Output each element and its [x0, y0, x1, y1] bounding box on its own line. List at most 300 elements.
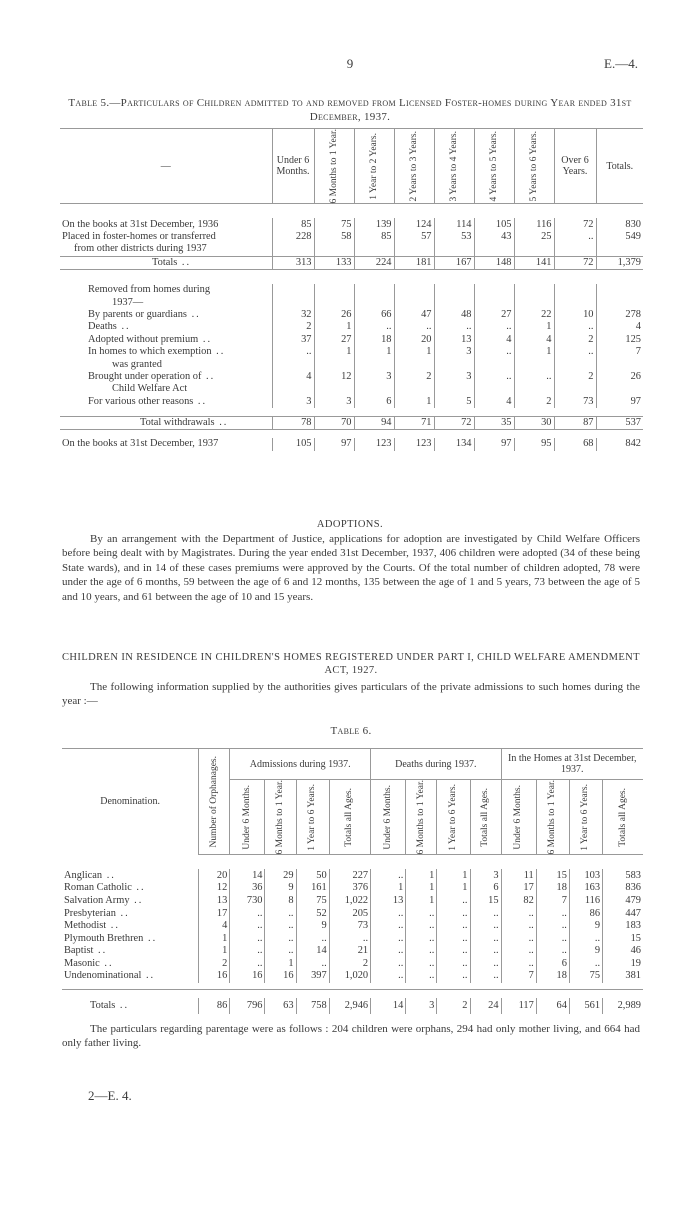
- table6-row-label: Totals: [90, 999, 116, 1011]
- table6-cell: ..: [371, 932, 406, 945]
- table6-cell: 15: [536, 869, 569, 882]
- table6-cell: 1: [199, 945, 230, 958]
- table5-row-label: Placed in foster-homes or transferred: [62, 231, 216, 243]
- table5-cell: 72: [554, 256, 596, 269]
- table6-adm-under6m: Under 6 Months.: [241, 784, 252, 850]
- table6-row-label: Salvation Army: [64, 894, 130, 906]
- table5-cell: [596, 243, 643, 256]
- table6-cell: 103: [569, 869, 602, 882]
- table5-cell: 97: [596, 396, 643, 408]
- table6-cell: 116: [569, 895, 602, 908]
- table5-cell: [596, 383, 643, 395]
- table5-row-label: Removed from homes during: [88, 284, 211, 296]
- table6-cell: 1: [406, 869, 437, 882]
- table5-row: Totals .. 313 133 224 181 167 148 141 72 1,379: [60, 256, 643, 269]
- table5-cell: 85: [354, 231, 394, 243]
- table6-row: Presbyterian .. 17 .. .. 52 205 .. .. .. .. .. .. 86 447: [64, 907, 641, 919]
- table5-cell: 1,379: [596, 256, 643, 269]
- table6-cell: 13: [371, 895, 406, 908]
- table6-cell: 381: [603, 970, 643, 983]
- table5-cell: 70: [314, 416, 354, 429]
- table5-cell: 7: [596, 346, 643, 358]
- table6-cell: ..: [470, 945, 501, 958]
- table6-cell: ..: [569, 958, 602, 971]
- table5-cell: 58: [314, 231, 354, 243]
- table6-cell: ..: [501, 920, 536, 933]
- table5-cell: 537: [596, 416, 643, 429]
- table6-cell: 1: [371, 882, 406, 895]
- table6-cell: ..: [230, 932, 265, 945]
- table5-cell: 4: [474, 396, 514, 408]
- table6-cell: 29: [265, 869, 296, 882]
- table6-cell: 1: [406, 895, 437, 908]
- table5-row: Adopted without premium .. 37 27 18 20 13 4 4 2 125: [88, 333, 641, 345]
- table6-cell: ..: [406, 958, 437, 971]
- table6-cell: 15: [470, 895, 501, 908]
- table6-cell: 1,020: [329, 970, 370, 983]
- table5-cell: 124: [394, 218, 434, 230]
- table5-cell: 75: [314, 218, 354, 230]
- table5-row: In homes to which exemption .. .. 1 1 1 3 .. 1 .. 7: [88, 346, 641, 358]
- table5-row: [60, 243, 643, 256]
- table6-row: Undenominational .. 16 16 16 397 1,020 .. .. .. .. 7 18 75 381: [64, 970, 641, 982]
- table5-cell: [354, 284, 394, 296]
- table5-cell: ..: [272, 346, 314, 358]
- table5-cell: 25: [514, 231, 554, 243]
- table6-cell: ..: [371, 970, 406, 983]
- table5-cell: 1: [314, 321, 354, 333]
- table6-cell: 1: [437, 882, 470, 895]
- table5-cell: ..: [554, 321, 596, 333]
- table5-cell: 133: [314, 256, 354, 269]
- table5-cell: [474, 243, 514, 256]
- table5-row-label: On the books at 31st December, 1937: [62, 438, 219, 450]
- table6-body: [62, 869, 643, 1013]
- table6-cell: ..: [437, 932, 470, 945]
- table5-cell: 22: [514, 309, 554, 321]
- table6-cell: 46: [603, 945, 643, 958]
- table5-cell: 73: [554, 396, 596, 408]
- table5-body: [60, 218, 643, 450]
- table6-row: Anglican .. 20 14 29 50 227 .. 1 1 3 11 15 103 583: [64, 869, 641, 881]
- table6-hom-1y-6y: 1 Year to 6 Years.: [580, 783, 591, 851]
- table5-row: [60, 284, 643, 296]
- table5-cell: 3: [354, 371, 394, 383]
- table5-cell: [354, 243, 394, 256]
- table6-cell: ..: [470, 970, 501, 983]
- table5-cell: [272, 284, 314, 296]
- table6-cell: 20: [199, 869, 230, 882]
- table6-cell: 12: [199, 882, 230, 895]
- table6-cell: ..: [536, 932, 569, 945]
- table6-cell: 9: [265, 882, 296, 895]
- table6-cell: 3: [470, 869, 501, 882]
- table5-cell: [354, 383, 394, 395]
- table5-cell: 134: [434, 438, 474, 450]
- table6-cell: 73: [329, 920, 370, 933]
- table5-cell: 97: [474, 438, 514, 450]
- table6-dth-1y-6y: 1 Year to 6 Years.: [447, 783, 458, 851]
- table6-dth-6m-1y: 6 Months to 1 Year.: [415, 780, 426, 855]
- table5-row: [60, 218, 643, 230]
- table5-row-label: In homes to which exemption: [88, 346, 212, 358]
- table6-cell: 75: [296, 895, 329, 908]
- table6-cell: ..: [371, 945, 406, 958]
- table5-row-label: Child Welfare Act: [112, 383, 188, 395]
- homes-intro: The following information supplied by the authorities gives particulars of the private admissions to such homes during the year :—: [62, 681, 640, 708]
- table5-col-4y-5y: 4 Years to 5 Years.: [488, 130, 499, 202]
- table6-cell: 6: [536, 958, 569, 971]
- table6-cell: 75: [569, 970, 602, 983]
- footer-signature: 2—E. 4.: [88, 1088, 132, 1103]
- table5-cell: [474, 383, 514, 395]
- table5-cell: 313: [272, 256, 314, 269]
- table5-col-under6m: Under 6 Months.: [272, 129, 314, 204]
- table5-cell: 842: [596, 438, 643, 450]
- table6-hom-6m-1y: 6 Months to 1 Year.: [547, 780, 558, 855]
- table6-cell: 16: [199, 970, 230, 983]
- table5-cell: 27: [474, 309, 514, 321]
- table6-row: Masonic .. 2 .. 1 .. 2 .. .. .. .. .. 6 .. 19: [64, 957, 641, 969]
- parentage-paragraph: The particulars regarding parentage were as follows : 204 children were orphans, 294 had only mother living, and 664 had only father living.: [62, 1023, 640, 1050]
- table5-col-3y-4y: 3 Years to 4 Years.: [448, 130, 459, 202]
- table6-cell: ..: [230, 907, 265, 920]
- table5-cell: [596, 358, 643, 370]
- table6-adm-1y-6y: 1 Year to 6 Years.: [307, 783, 318, 851]
- table6-cell: 15: [603, 932, 643, 945]
- table6-cell: 163: [569, 882, 602, 895]
- table5-cell: [314, 284, 354, 296]
- table6-cell: 1: [265, 958, 296, 971]
- table5-cell: [354, 296, 394, 308]
- table6-cell: 1: [199, 932, 230, 945]
- table5-row-label: Brought under operation of: [88, 370, 202, 382]
- table5-cell: [394, 243, 434, 256]
- table5-row-label: Totals: [152, 256, 178, 268]
- table5-cell: 47: [394, 309, 434, 321]
- table5-row-label: from other districts during 1937: [74, 243, 207, 255]
- table6-cell: 21: [329, 945, 370, 958]
- table5-cell: 78: [272, 416, 314, 429]
- table5-cell: 2: [394, 371, 434, 383]
- table5-cell: 97: [314, 438, 354, 450]
- table5-header-row: [60, 129, 643, 204]
- table6-cell: ..: [371, 869, 406, 882]
- table5-cell: 181: [394, 256, 434, 269]
- table6-group-in-homes: In the Homes at 31st December, 1937.: [501, 749, 643, 780]
- table6-row: Roman Catholic .. 12 36 9 161 376 1 1 1 6 17 18 163 836: [64, 882, 641, 894]
- table5-row-label: For various other reasons: [88, 395, 194, 407]
- table6-cell: 16: [265, 970, 296, 983]
- table5-cell: [474, 296, 514, 308]
- table6-cell: ..: [569, 932, 602, 945]
- table5-cell: [354, 358, 394, 370]
- table5-cell: 95: [514, 438, 554, 450]
- table5-row-label: Deaths: [88, 321, 117, 333]
- adoptions-paragraph: By an arrangement with the Department of Justice, applications for adoption are investigated by Child Welfare Officers before being dealt with by Magistrates. During the year ended 31st December, 1937, 406 children were adopted (34 of these being State wards), and in 14 of these cases premiums were approved by the Courts. Of the total number of children adopted, 78 were under the age of 6 months, 59 between the age of 6 and 12 months, 135 between the age of 1 and 5 years, 73 between the age of 5 and 10 years, and 61 between the age of 10 and 15 years.: [62, 533, 640, 603]
- table5-cell: [474, 358, 514, 370]
- table6-dth-under6m: Under 6 Months.: [382, 784, 393, 850]
- table5-cell: [314, 383, 354, 395]
- table6-row-label: Anglican: [64, 869, 103, 881]
- table5-cell: [272, 296, 314, 308]
- table6-group-deaths: Deaths during 1937.: [371, 749, 501, 780]
- table6-cell: ..: [501, 932, 536, 945]
- table6-cell: 583: [603, 869, 643, 882]
- table6-cell: 17: [199, 907, 230, 920]
- table6-dth-totals: Totals all Ages.: [480, 787, 491, 847]
- table6-cell: 64: [536, 998, 569, 1014]
- table6-cell: 9: [296, 920, 329, 933]
- table5-cell: [434, 296, 474, 308]
- table5-cell: 830: [596, 218, 643, 230]
- table5-cell: 48: [434, 309, 474, 321]
- table5-cell: 167: [434, 256, 474, 269]
- table6-col-orphanages: Number of Orphanages.: [208, 755, 219, 848]
- table6-cell: 82: [501, 895, 536, 908]
- table5-cell: 10: [554, 309, 596, 321]
- table5-cell: 4: [514, 334, 554, 346]
- table6-cell: ..: [437, 907, 470, 920]
- table6-cell: 50: [296, 869, 329, 882]
- table6-cell: 19: [603, 958, 643, 971]
- table5-row: Brought under operation of .. 4 12 3 2 3 .. .. 2 26: [88, 370, 641, 382]
- table6-cell: 2: [329, 958, 370, 971]
- table5-cell: 3: [272, 396, 314, 408]
- table5-cell: [314, 296, 354, 308]
- table5-row: For various other reasons .. 3 3 6 1 5 4 2 73 97: [88, 395, 641, 407]
- table5-cell: 116: [514, 218, 554, 230]
- table5-cell: [514, 243, 554, 256]
- table5-cell: 68: [554, 438, 596, 450]
- table6-cell: 24: [470, 998, 501, 1014]
- table6-cell: ..: [437, 945, 470, 958]
- table5-caption: [60, 96, 640, 124]
- table5-col-over6y: Over 6 Years.: [554, 129, 596, 204]
- table5-cell: ..: [514, 371, 554, 383]
- table5-cell: 141: [514, 256, 554, 269]
- table6-cell: 13: [199, 895, 230, 908]
- table5-col-2y-3y: 2 Years to 3 Years.: [408, 130, 419, 202]
- table5-row-label: 1937—: [112, 296, 144, 308]
- table6-cell: 7: [501, 970, 536, 983]
- table5-cell: ..: [474, 346, 514, 358]
- table5-cell: [272, 358, 314, 370]
- table5-cell: [394, 358, 434, 370]
- table6-cell: ..: [470, 907, 501, 920]
- table6-cell: ..: [296, 932, 329, 945]
- table5-cell: [514, 358, 554, 370]
- table5-caption-text: —Particulars of Children admitted to and removed from Licensed Foster-homes during Year ended 31st December, 1937.: [109, 97, 632, 123]
- table6-cell: ..: [265, 932, 296, 945]
- table5-cell: 4: [474, 334, 514, 346]
- table5-cell: 6: [354, 396, 394, 408]
- table5-cell: 148: [474, 256, 514, 269]
- table5-stub-header: —: [60, 129, 272, 204]
- table5-cell: 87: [554, 416, 596, 429]
- table5-cell: [394, 296, 434, 308]
- table5-cell: 228: [272, 231, 314, 243]
- table5-col-1y-2y: 1 Year to 2 Years.: [368, 132, 379, 200]
- table5-cell: [554, 284, 596, 296]
- table6-row: Totals .. 86 796 63 758 2,946 14 3 2 24 117 64 561 2,989: [62, 998, 643, 1014]
- page-number: 9: [346, 56, 354, 71]
- table5-row-label: By parents or guardians: [88, 308, 187, 320]
- table5-cell: 30: [514, 416, 554, 429]
- table5-cell: [434, 284, 474, 296]
- table5-cell: ..: [474, 371, 514, 383]
- table5-cell: 123: [354, 438, 394, 450]
- table6-cell: ..: [406, 920, 437, 933]
- table6-cell: 1: [406, 882, 437, 895]
- table5-cell: 3: [434, 371, 474, 383]
- table5-cell: ..: [354, 321, 394, 333]
- table6-cell: 52: [296, 907, 329, 920]
- table6-cell: ..: [536, 945, 569, 958]
- table5-cell: 105: [272, 438, 314, 450]
- table5-row-label: On the books at 31st December, 1936: [62, 218, 219, 230]
- table6-cell: ..: [329, 932, 370, 945]
- table5-cell: 105: [474, 218, 514, 230]
- table6-cell: 2,989: [603, 998, 643, 1014]
- homes-title: CHILDREN IN RESIDENCE IN CHILDREN'S HOMES REGISTERED UNDER PART I, CHILD WELFARE AMENDMENT ACT, 1927.: [62, 652, 640, 676]
- table5-cell: 53: [434, 231, 474, 243]
- table6-row-label: Undenominational: [64, 970, 142, 982]
- table6-cell: 14: [296, 945, 329, 958]
- table5-cell: [554, 296, 596, 308]
- table6-cell: ..: [406, 945, 437, 958]
- table5-cell: 1: [514, 321, 554, 333]
- table6-row: Baptist .. 1 .. .. 14 21 .. .. .. .. .. .. 9 46: [64, 945, 641, 957]
- table5-row-label: Adopted without premium: [88, 333, 199, 345]
- table5-row: [60, 358, 643, 370]
- table6-cell: 561: [569, 998, 602, 1014]
- table5-cell: [596, 296, 643, 308]
- table6-row-label: Baptist: [64, 945, 94, 957]
- table5-row: [60, 383, 643, 395]
- table6-cell: 205: [329, 907, 370, 920]
- table5-cell: [474, 284, 514, 296]
- table5-cell: [514, 284, 554, 296]
- table5-cell: 12: [314, 371, 354, 383]
- table5-cell: 3: [434, 346, 474, 358]
- table6-cell: 3: [406, 998, 437, 1014]
- table5-cell: ..: [554, 231, 596, 243]
- table5-cell: ..: [394, 321, 434, 333]
- table6-cell: ..: [437, 920, 470, 933]
- table5-cell: ..: [474, 321, 514, 333]
- table6-row-label: Plymouth Brethren: [64, 932, 144, 944]
- table5-cell: 72: [434, 416, 474, 429]
- table5-cell: 32: [272, 309, 314, 321]
- table6-cell: 2: [437, 998, 470, 1014]
- table6-cell: ..: [265, 920, 296, 933]
- table5-cell: 1: [394, 396, 434, 408]
- table5-caption-prefix: Table 5.: [68, 97, 110, 109]
- table5-cell: 26: [314, 309, 354, 321]
- table5-col-6m-1y: 6 Months to 1 Year.: [328, 129, 339, 204]
- table5-cell: [394, 383, 434, 395]
- table6-cell: 2: [199, 958, 230, 971]
- table5-cell: 27: [314, 334, 354, 346]
- table5-cell: 125: [596, 334, 643, 346]
- table6-cell: 2,946: [329, 998, 370, 1014]
- table6-cell: 836: [603, 882, 643, 895]
- table5-cell: [514, 296, 554, 308]
- table5-cell: 18: [354, 334, 394, 346]
- table6-row-label: Presbyterian: [64, 907, 116, 919]
- table5-cell: [314, 358, 354, 370]
- table6-adm-totals: Totals all Ages.: [344, 787, 355, 847]
- table5-cell: [514, 383, 554, 395]
- table6-cell: ..: [470, 920, 501, 933]
- table6-cell: 7: [536, 895, 569, 908]
- table6-cell: 397: [296, 970, 329, 983]
- table5-cell: [554, 383, 596, 395]
- table6: [62, 748, 643, 1014]
- table6-row-label: Masonic: [64, 957, 100, 969]
- table5-cell: [272, 383, 314, 395]
- table6-cell: ..: [265, 907, 296, 920]
- table6-cell: ..: [230, 920, 265, 933]
- table6-cell: ..: [230, 945, 265, 958]
- table6-cell: ..: [501, 958, 536, 971]
- table6-header-row-1: [62, 749, 643, 780]
- table6-cell: ..: [470, 958, 501, 971]
- table5-cell: 2: [554, 334, 596, 346]
- table5-cell: 26: [596, 371, 643, 383]
- table5-cell: 2: [554, 371, 596, 383]
- table5-cell: [434, 383, 474, 395]
- table5-cell: ..: [434, 321, 474, 333]
- table5-cell: [596, 284, 643, 296]
- table5-row: Deaths .. 2 1 .. .. .. .. 1 .. 4: [88, 321, 641, 333]
- table6-row: Salvation Army .. 13 730 8 75 1,022 13 1 .. 15 82 7 116 479: [64, 894, 641, 906]
- table5-cell: 224: [354, 256, 394, 269]
- table6-cell: ..: [406, 970, 437, 983]
- table5-cell: 66: [354, 309, 394, 321]
- table5-cell: 20: [394, 334, 434, 346]
- table5-cell: 114: [434, 218, 474, 230]
- table5-cell: 1: [514, 346, 554, 358]
- table6-cell: 161: [296, 882, 329, 895]
- table6-cell: ..: [371, 907, 406, 920]
- table6-cell: 227: [329, 869, 370, 882]
- table6-cell: 17: [501, 882, 536, 895]
- table6-cell: 796: [230, 998, 265, 1014]
- table5-cell: 85: [272, 218, 314, 230]
- table5-cell: ..: [554, 346, 596, 358]
- table5-cell: 1: [394, 346, 434, 358]
- table5-cell: 72: [554, 218, 596, 230]
- table5-row: [60, 296, 643, 308]
- table6-cell: ..: [371, 920, 406, 933]
- table6-cell: ..: [406, 907, 437, 920]
- table6-cell: 183: [603, 920, 643, 933]
- table6-cell: ..: [536, 907, 569, 920]
- table6-cell: 376: [329, 882, 370, 895]
- table5-cell: 5: [434, 396, 474, 408]
- table5-cell: [314, 243, 354, 256]
- table6-cell: ..: [437, 895, 470, 908]
- table6-cell: 117: [501, 998, 536, 1014]
- table5-row-label: was granted: [112, 358, 162, 370]
- table6-cell: 18: [536, 882, 569, 895]
- table5-row: Total withdrawals .. 78 70 94 71 72 35 30 87 537: [60, 416, 643, 429]
- adoptions-title: ADOPTIONS.: [316, 519, 384, 530]
- table6-row: Plymouth Brethren .. 1 .. .. .. .. .. .. .. .. .. .. .. 15: [64, 932, 641, 944]
- table6-cell: 86: [199, 998, 230, 1014]
